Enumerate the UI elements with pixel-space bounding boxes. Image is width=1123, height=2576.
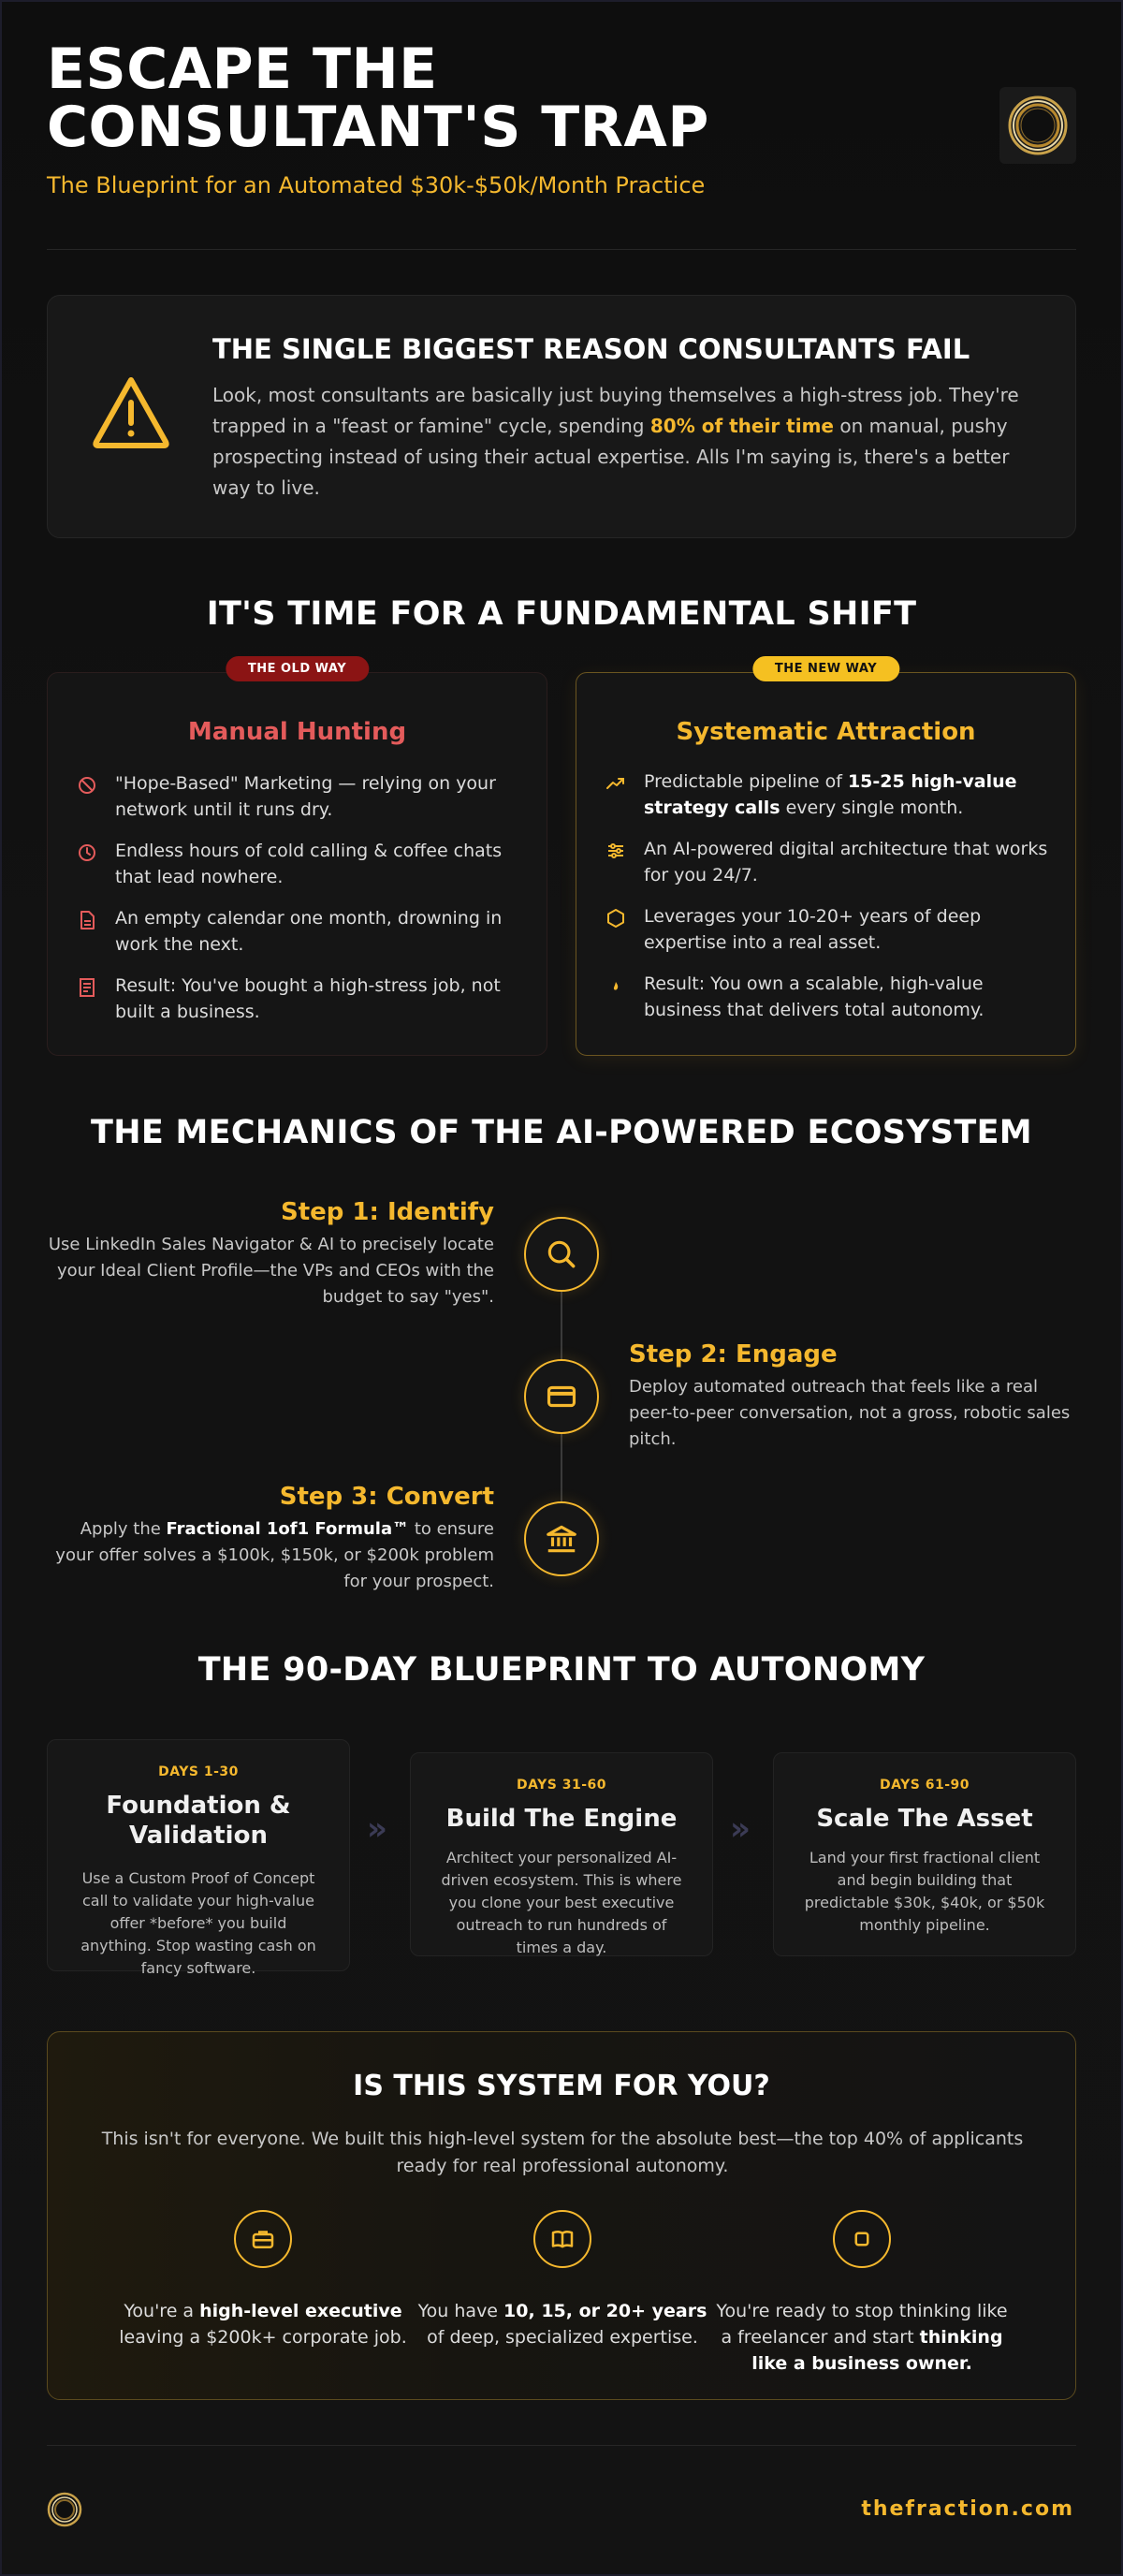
divider xyxy=(47,2445,1076,2446)
list-item: "Hope-Based" Marketing — relying on your network until it runs dry. xyxy=(76,770,525,823)
blueprint-title: THE 90-DAY BLUEPRINT TO AUTONOMY xyxy=(197,1651,926,1689)
document-icon xyxy=(76,909,98,931)
page-subtitle: The Blueprint for an Automated $30k-$50k/Month Practice xyxy=(47,172,706,198)
phase-card-2 xyxy=(410,1752,713,1956)
step-2-text: Deploy automated outreach that feels like a real peer-to-peer conversation, not a gross, robotic sales pitch. xyxy=(629,1377,1071,1449)
step-2-marker xyxy=(524,1359,599,1434)
phase-days: DAYS 61-90 xyxy=(880,1778,970,1793)
new-way-card xyxy=(576,662,1076,1056)
phase-days: DAYS 31-60 xyxy=(517,1778,606,1793)
square-icon xyxy=(848,2225,876,2253)
warning-triangle-icon xyxy=(89,371,173,455)
for-you-item: You're ready to stop thinking like a freelancer and start thinking like a business owner. xyxy=(712,2210,1012,2377)
step-3-text: Apply the Fractional 1of1 Formula™ to ensure your offer solves a $100k, $150k, or $200k problem for your prospect. xyxy=(55,1519,494,1591)
sliders-icon xyxy=(605,840,627,862)
list-item: Leverages your 10-20+ years of deep expertise into a real asset. xyxy=(605,903,1054,956)
briefcase-icon xyxy=(249,2225,277,2253)
card-icon xyxy=(544,1379,579,1414)
reason-card xyxy=(47,295,1076,538)
phase-title: Foundation & Validation xyxy=(106,1792,291,1850)
phase-title: Build The Engine xyxy=(445,1805,678,1833)
phase-days: DAYS 1-30 xyxy=(158,1764,239,1779)
step-1-marker xyxy=(524,1217,599,1292)
for-you-title: IS THIS SYSTEM FOR YOU? xyxy=(353,2070,770,2102)
phase-text: Architect your personalized AI-driven ecosystem. This is where you clone your best executive outreach to run hundreds of times a day. xyxy=(441,1849,682,1956)
reason-title: THE SINGLE BIGGEST REASON CONSULTANTS FAIL xyxy=(212,333,970,365)
step-3-marker xyxy=(524,1501,599,1576)
for-you-item: You're a high-level executive leaving a $200k+ corporate job. xyxy=(113,2210,413,2350)
mechanics-title: THE MECHANICS OF THE AI-POWERED ECOSYSTEM xyxy=(91,1114,1032,1151)
circle-logo-icon xyxy=(47,2492,82,2527)
step-2-title: Step 2: Engage xyxy=(629,1340,838,1368)
list-item: Predictable pipeline of 15-25 high-value strategy calls every single month. xyxy=(605,768,1054,821)
chevron-right-icon: » xyxy=(730,1810,751,1848)
list-item: Endless hours of cold calling & coffee chats that lead nowhere. xyxy=(76,838,525,890)
trending-up-icon xyxy=(605,772,627,795)
phase-title: Scale The Asset xyxy=(816,1805,1033,1833)
old-way-pill: THE OLD WAY xyxy=(226,656,369,681)
ban-icon xyxy=(76,774,98,797)
divider xyxy=(47,249,1076,250)
shift-title: IT'S TIME FOR A FUNDAMENTAL SHIFT xyxy=(206,595,917,633)
phase-text: Use a Custom Proof of Concept call to validate your high-value offer *before* you build anything. Stop wasting cash on fancy software. xyxy=(80,1869,316,1977)
phase-card-3 xyxy=(773,1752,1076,1956)
step-1-text: Use LinkedIn Sales Navigator & AI to precisely locate your Ideal Client Profile—the VPs and CEOs with the budget to say "yes". xyxy=(48,1235,494,1307)
circle-logo-icon xyxy=(1005,93,1071,158)
flame-icon xyxy=(605,974,627,997)
phase-text: Land your first fractional client and begin building that predictable $30k, $40k, or $50k monthly pipeline. xyxy=(804,1849,1045,1934)
page-title: ESCAPE THE CONSULTANT'S TRAP xyxy=(47,37,709,160)
for-you-card xyxy=(47,2031,1076,2400)
list-item: An AI-powered digital architecture that works for you 24/7. xyxy=(605,836,1054,888)
bank-icon xyxy=(544,1521,579,1557)
list-item: An empty calendar one month, drowning in work the next. xyxy=(76,905,525,958)
for-you-text: This isn't for everyone. We built this high-level system for the absolute best—the top 40% of applicants ready for real professional autonomy. xyxy=(101,2129,1024,2176)
old-way-title: Manual Hunting xyxy=(187,718,407,746)
new-way-title: Systematic Attraction xyxy=(676,718,976,746)
phase-card-1 xyxy=(47,1739,350,1977)
reason-text: Look, most consultants are basically just buying themselves a high-stress job. They're trapped in a "feast or famine" cycle, spending 80% of their time on manual, pushy prospecting instead of using their actual expertise. Alls I'm saying is, there's a better way to live. xyxy=(212,384,1019,499)
chevron-right-icon: » xyxy=(367,1810,387,1848)
new-way-pill: THE NEW WAY xyxy=(752,656,899,681)
book-icon xyxy=(548,2225,576,2253)
for-you-item: You have 10, 15, or 20+ years of deep, specialized expertise. xyxy=(413,2210,712,2350)
search-icon xyxy=(544,1237,579,1272)
old-way-card xyxy=(47,662,547,1056)
list-item: Result: You've bought a high-stress job, not built a business. xyxy=(76,973,525,1025)
list-item: Result: You own a scalable, high-value business that delivers total autonomy. xyxy=(605,971,1054,1023)
step-1-title: Step 1: Identify xyxy=(280,1198,494,1226)
clock-icon xyxy=(76,842,98,864)
step-3-title: Step 3: Convert xyxy=(279,1483,494,1511)
brand-logo xyxy=(999,87,1076,164)
receipt-icon xyxy=(76,976,98,999)
hexagon-icon xyxy=(605,907,627,929)
footer-link[interactable]: thefraction.com xyxy=(861,2497,1074,2521)
